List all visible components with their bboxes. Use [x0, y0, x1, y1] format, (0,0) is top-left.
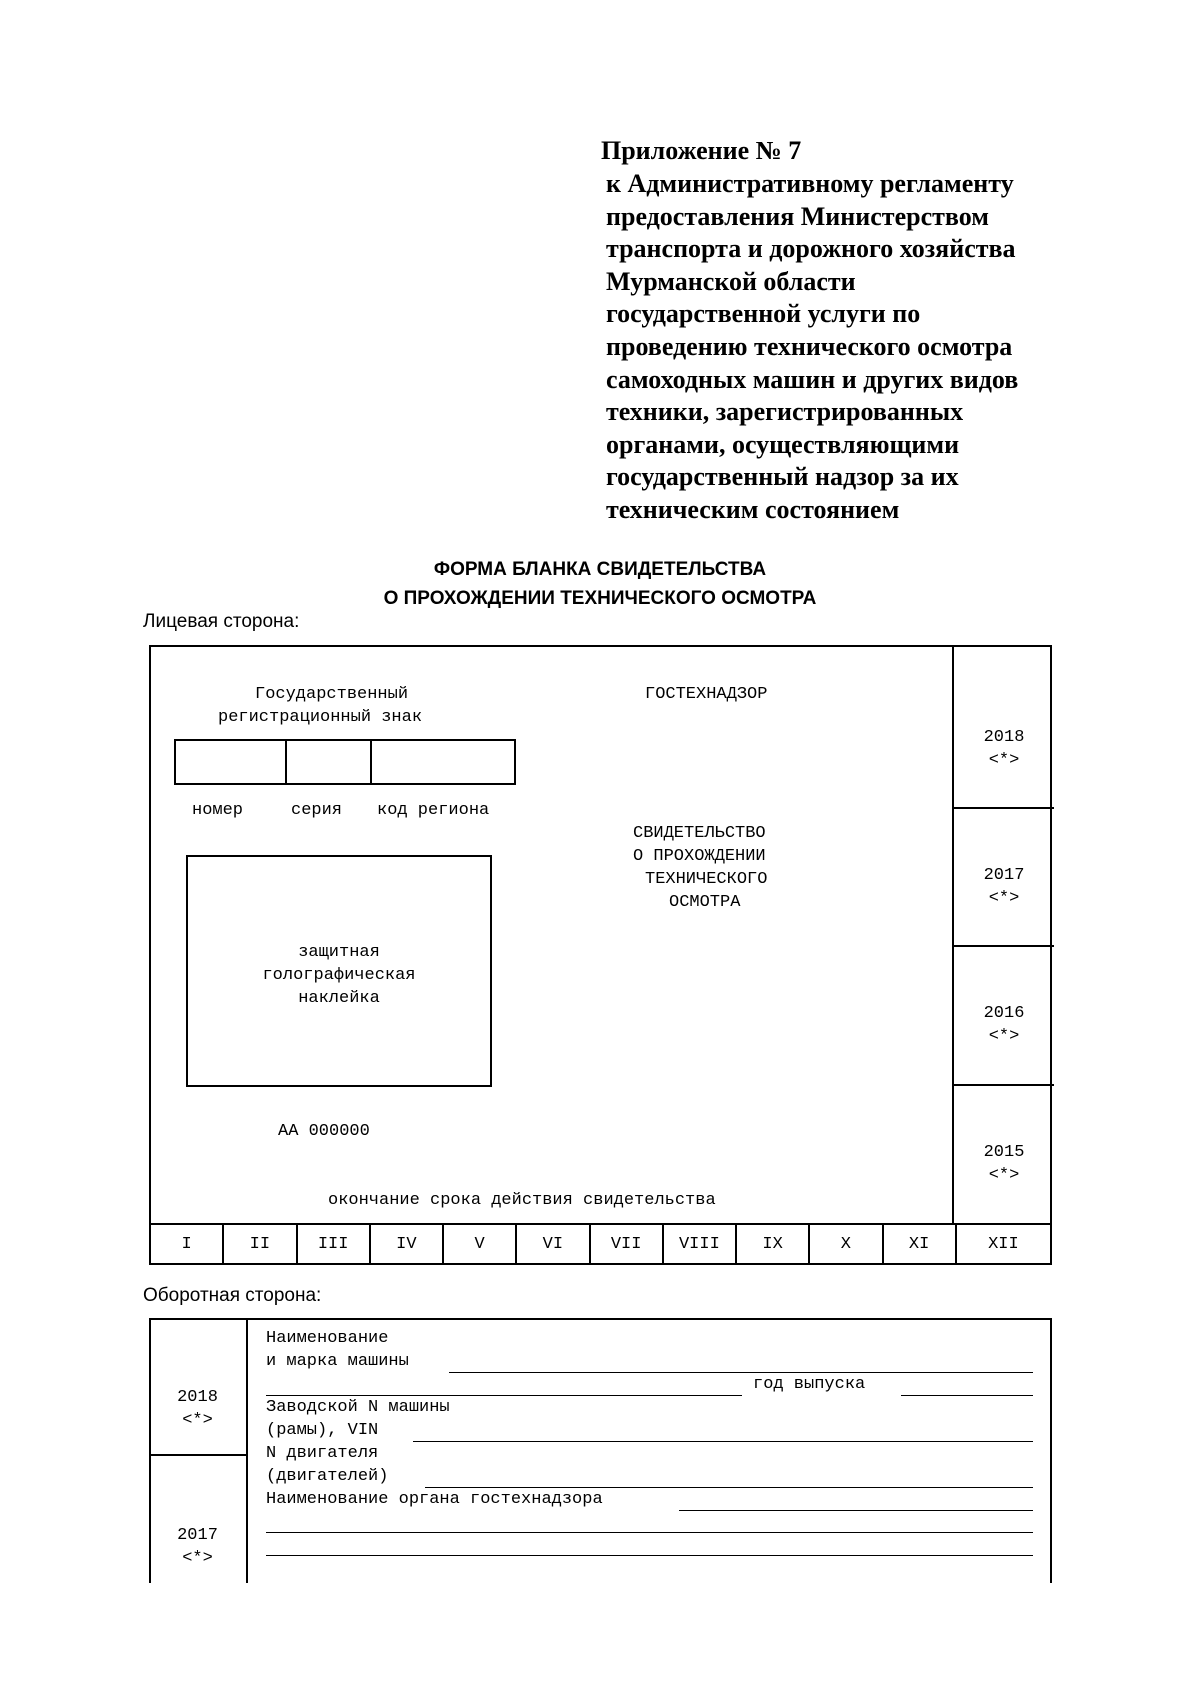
field-label: N двигателя: [266, 1444, 379, 1463]
year-divider: [151, 1454, 246, 1456]
month-cell: III: [298, 1225, 371, 1265]
month-cell: IV: [371, 1225, 444, 1265]
appendix-line: государственный надзор за их: [606, 462, 959, 492]
frame-line: [1050, 1318, 1052, 1583]
year-value: 2017: [983, 866, 1025, 885]
month-cell: VI: [517, 1225, 590, 1265]
certificate-title: ОСМОТРА: [669, 893, 741, 912]
machine-name-line: [266, 1395, 742, 1396]
authority-line: [679, 1510, 1033, 1511]
appendix-line: проведению технического осмотра: [606, 331, 1013, 361]
form-title-line: О ПРОХОЖДЕНИИ ТЕХНИЧЕСКОГО ОСМОТРА: [383, 588, 817, 609]
appendix-line: техническим состоянием: [606, 494, 900, 524]
manufacture-year-line: [901, 1395, 1033, 1396]
plate-divider: [285, 741, 287, 783]
vin-line: [413, 1441, 1033, 1442]
year-value: 2018: [177, 1388, 218, 1407]
appendix-title: Приложение № 7: [601, 136, 802, 165]
month-cell: VII: [591, 1225, 664, 1265]
year-mark: <*>: [182, 1411, 213, 1430]
back-side-label: Оборотная сторона:: [143, 1285, 322, 1306]
year-value: 2017: [177, 1526, 218, 1545]
engine-line: [425, 1487, 1033, 1488]
year-column: [952, 647, 1054, 1223]
year-cell: [954, 647, 1054, 785]
month-cell: II: [224, 1225, 297, 1265]
appendix-body: [606, 168, 1055, 527]
plate-divider: [370, 741, 372, 783]
month-cell: XII: [988, 1235, 1019, 1254]
year-cell: [954, 807, 1054, 945]
month-cell: XI: [884, 1225, 957, 1265]
plate-heading: регистрационный знак: [218, 708, 423, 727]
month-cell: I: [151, 1225, 224, 1265]
month-cell: X: [810, 1225, 883, 1265]
hologram-text: [188, 941, 490, 1010]
hologram-line: защитная: [298, 943, 380, 962]
certificate-title: ТЕХНИЧЕСКОГО: [645, 870, 768, 889]
appendix-header: [601, 134, 1055, 527]
year-value: 2018: [983, 728, 1025, 747]
month-cell: V: [444, 1225, 517, 1265]
serial-number: АА 000000: [278, 1122, 370, 1141]
field-label: Заводской N машины: [266, 1398, 450, 1417]
year-mark: <*>: [988, 889, 1020, 908]
hologram-line: голографическая: [262, 966, 416, 985]
appendix-line: самоходных машин и других видов: [606, 364, 1019, 394]
field-label: год выпуска: [753, 1375, 866, 1394]
year-mark: <*>: [988, 1027, 1020, 1046]
appendix-line: к Административному регламенту: [606, 169, 1014, 198]
field-label: Наименование органа гостехнадзора: [266, 1490, 603, 1509]
appendix-line: предоставления Министерством: [606, 201, 989, 231]
year-value: 2015: [983, 1143, 1025, 1162]
year-cell: [954, 1084, 1054, 1222]
certificate-title: СВИДЕТЕЛЬСТВО: [633, 824, 766, 843]
appendix-line: техники, зарегистрированных: [606, 397, 964, 427]
form-title-line: ФОРМА БЛАНКА СВИДЕТЕЛЬСТВА: [433, 559, 767, 580]
hologram-line: наклейка: [298, 989, 380, 1008]
plate-heading: Государственный: [255, 685, 409, 704]
plate-field-label: серия: [291, 801, 343, 820]
registration-plate-box: [174, 739, 516, 785]
field-label: Наименование: [266, 1329, 389, 1348]
appendix-line: Мурманской области: [606, 266, 856, 296]
appendix-line: транспорта и дорожного хозяйства: [606, 234, 1016, 264]
year-value: 2016: [983, 1004, 1025, 1023]
machine-name-line: [449, 1372, 1033, 1373]
frame-line: [246, 1318, 248, 1583]
field-label: (двигателей): [266, 1467, 389, 1486]
month-cell: VIII: [664, 1225, 737, 1265]
year-mark: <*>: [988, 751, 1020, 770]
appendix-line: органами, осуществляющими: [606, 429, 960, 459]
appendix-line: государственной услуги по: [606, 299, 921, 329]
plate-field-label: номер: [192, 801, 244, 820]
front-side-label: Лицевая сторона:: [143, 611, 300, 632]
month-cell: IX: [737, 1225, 810, 1265]
authority-line: [266, 1532, 1033, 1533]
certificate-front: [149, 645, 1052, 1265]
field-label: (рамы), VIN: [266, 1421, 379, 1440]
plate-field-label: код региона: [377, 801, 490, 820]
field-label: и марка машины: [266, 1352, 409, 1371]
certificate-back: [149, 1318, 1052, 1583]
hologram-sticker-box: [186, 855, 492, 1087]
agency-name: ГОСТЕХНАДЗОР: [645, 685, 768, 704]
year-mark: <*>: [988, 1166, 1020, 1185]
month-row: [151, 1223, 1050, 1265]
frame-line: [149, 1318, 1052, 1320]
expiry-caption: окончание срока действия свидетельства: [328, 1191, 716, 1210]
year-mark: <*>: [182, 1549, 213, 1568]
year-cell: [954, 945, 1054, 1083]
form-title: [0, 555, 1200, 613]
authority-line: [266, 1555, 1033, 1556]
certificate-title: О ПРОХОЖДЕНИИ: [633, 847, 766, 866]
